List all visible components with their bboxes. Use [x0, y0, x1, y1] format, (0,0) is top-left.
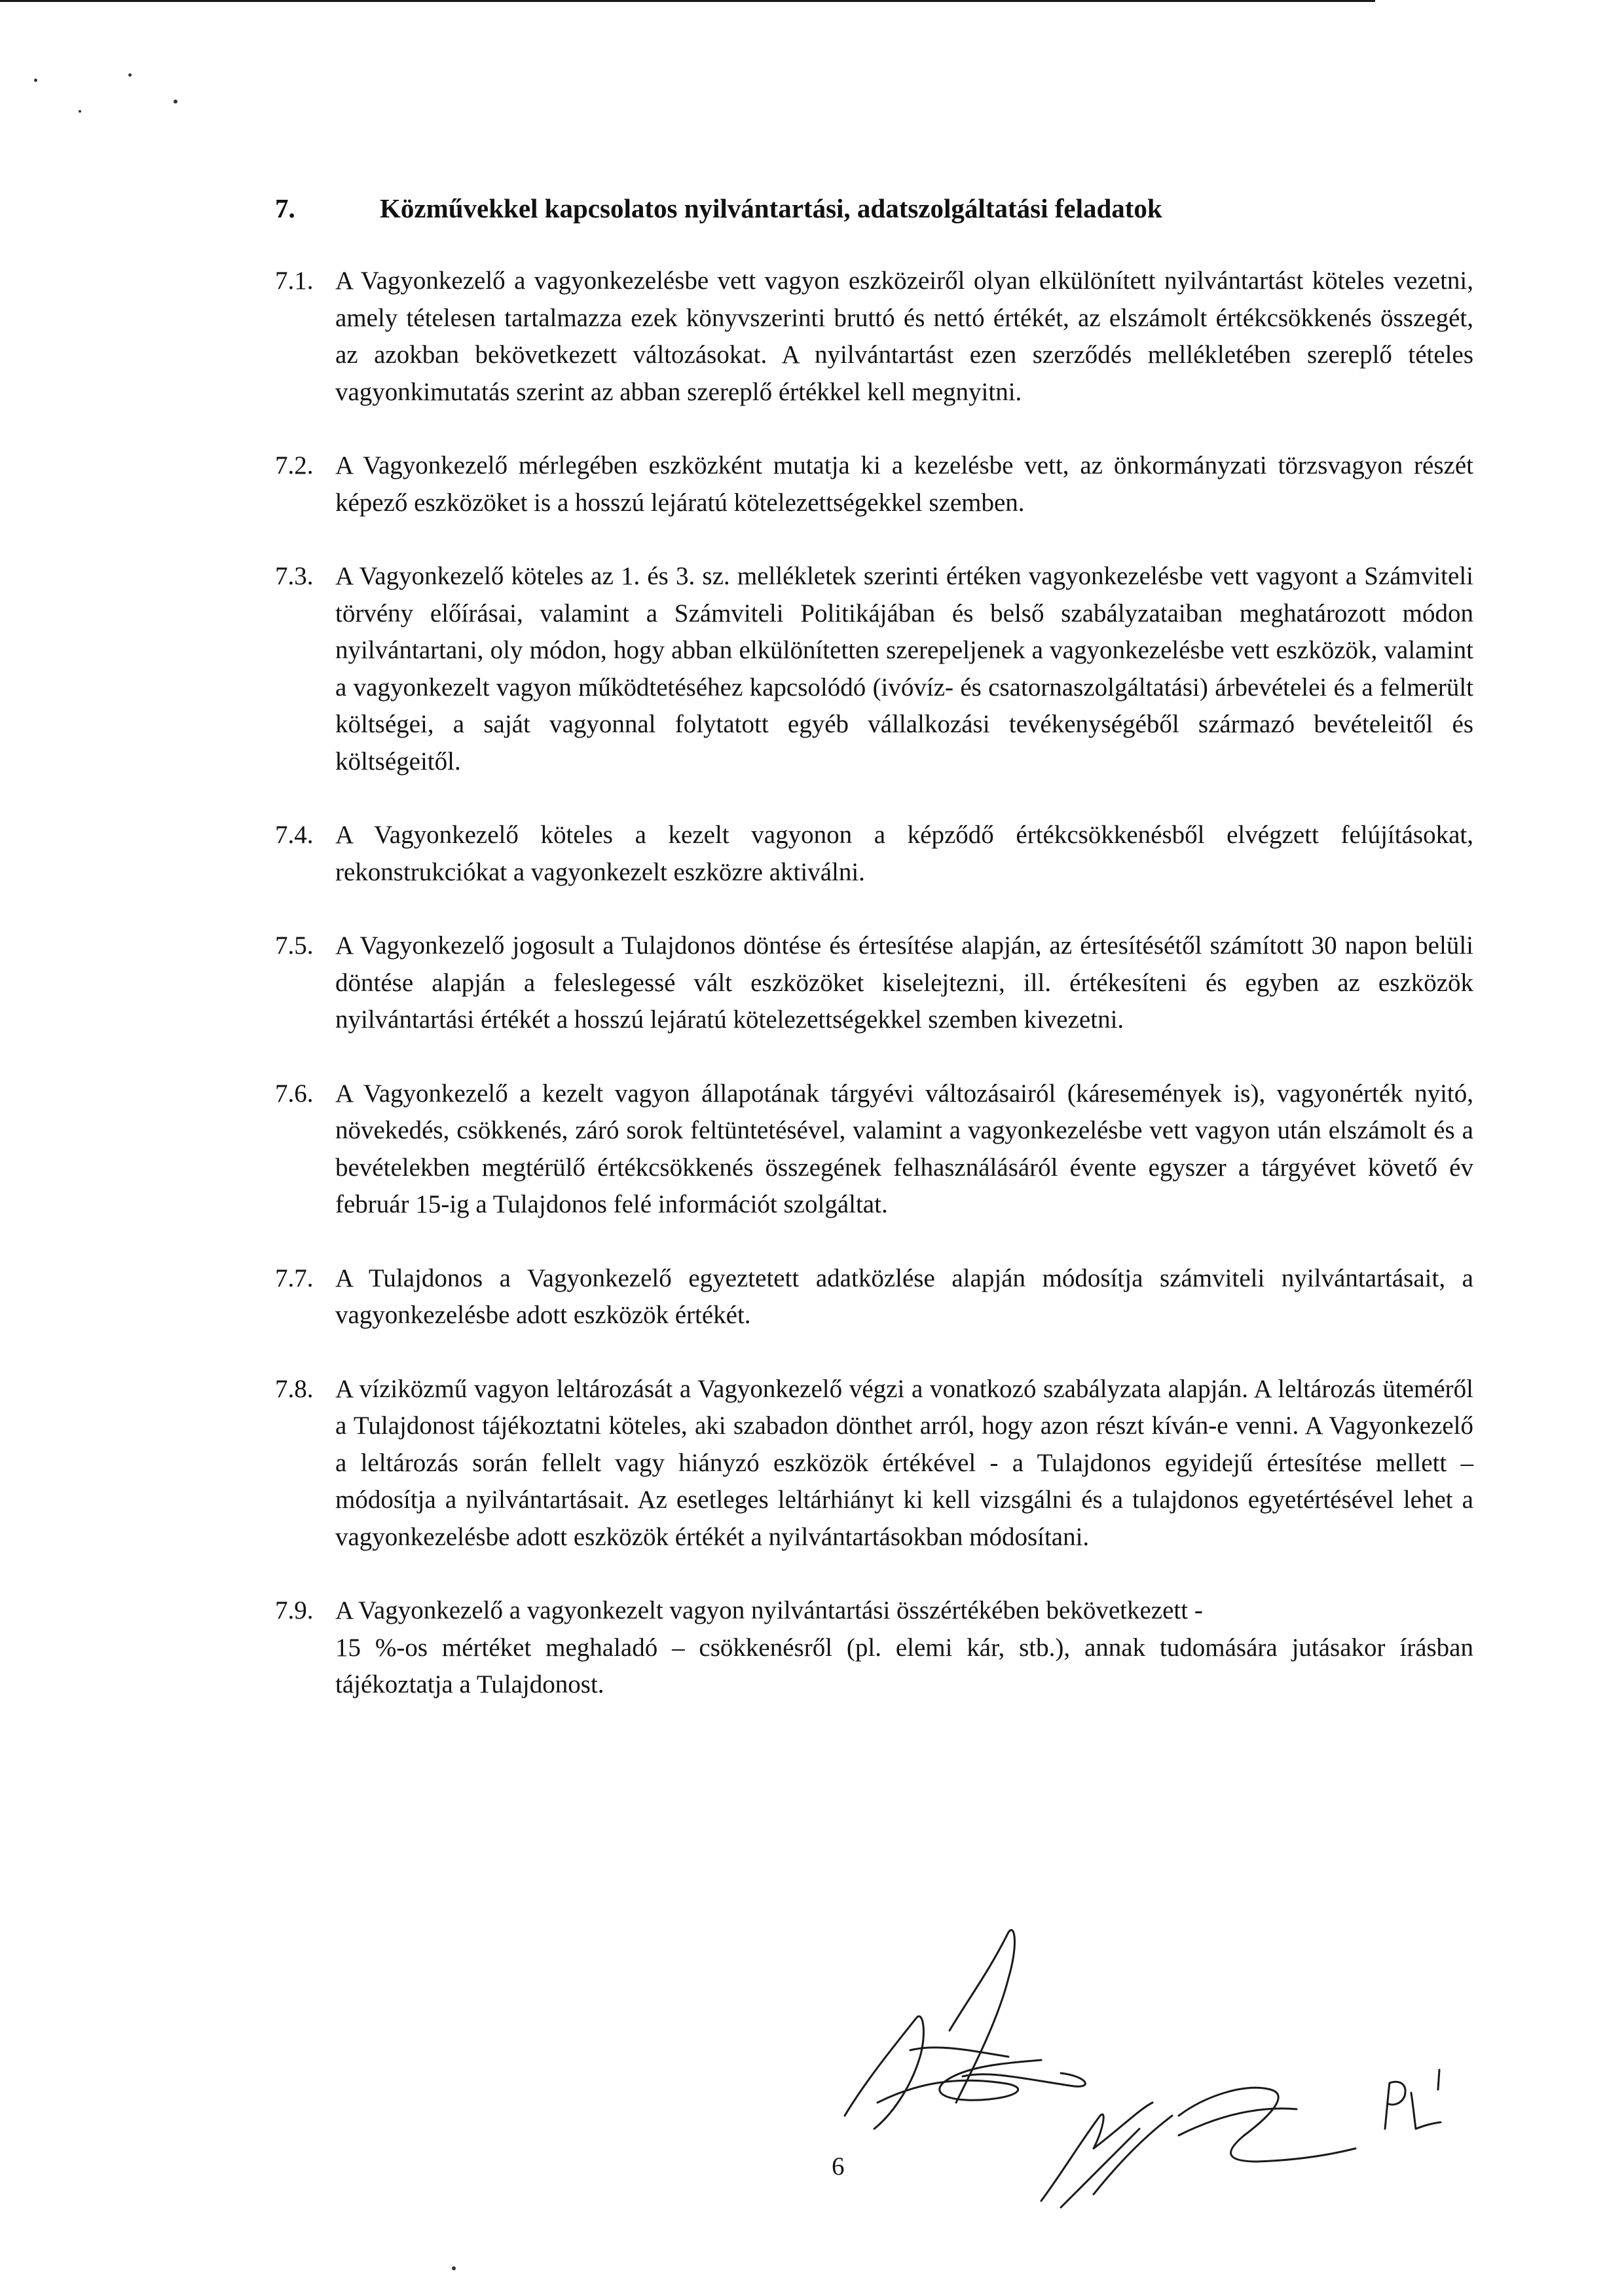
paragraph-text: A Vagyonkezelő a vagyonkezelésbe vett vagyon eszközeiről olyan elkülönített nyilvántartást köteles vezetni, amely tételesen tartalmazza ezek könyvszerinti bruttó és nettó értékét, az elszámolt értékcsökkenés összegét, az azokban bekövetkezett változásokat. A nyilvántartást ezen szerződés mellékletében szereplő tételes vagyonkimutatás szerint az abban szereplő értékkel kell megnyitni.: [335, 267, 1473, 406]
scan-speck: [34, 79, 37, 82]
scan-speck: [452, 2266, 456, 2270]
paragraph-text: A Vagyonkezelő jogosult a Tulajdonos döntése és értesítése alapján, az értesítésétől számított 30 napon belüli döntése alapján a feleslegessé vált eszközöket kiselejtezni, ill. értékesíteni és egyben az eszközök nyilvántartási értékét a hosszú lejáratú kötelezettségekkel szemben kivezetni.: [335, 931, 1473, 1034]
paragraph-text: A Vagyonkezelő a vagyonkezelt vagyon nyilvántartási összértékében bekövetkezett - 15 %-os mértéket meghaladó – csökkenésről (pl. elemi kár, stb.), annak tudomására jutásakor írásban tájékoztatja a Tulajdonost.: [335, 1596, 1473, 1698]
paragraph-7-8: [275, 1371, 1473, 1556]
paragraph-number: 7.9.: [275, 1596, 314, 1624]
paragraph-7-7: [275, 1260, 1473, 1334]
paragraph-number: 7.3.: [275, 562, 314, 590]
paragraph-7-1: [275, 263, 1473, 411]
paragraph-7-5: [275, 928, 1473, 1039]
scan-speck: [174, 100, 177, 103]
signature-stroke: [950, 1930, 1014, 2103]
paragraph-number: 7.2.: [275, 451, 314, 479]
paragraph-number: 7.8.: [275, 1374, 314, 1403]
paragraph-7-2: [275, 447, 1473, 521]
paragraph-7-3: [275, 558, 1473, 780]
signature-stroke: [1179, 2108, 1297, 2135]
signature-stroke: [845, 2016, 923, 2129]
paragraph-7-4: [275, 817, 1473, 891]
heading-title: Közművekkel kapcsolatos nyilvántartási, adatszolgáltatási feladatok: [380, 193, 1162, 223]
paragraph-7-6: [275, 1076, 1473, 1224]
paragraph-text: A Vagyonkezelő köteles az 1. és 3. sz. mellékletek szerinti értéken vagyonkezelésbe vett vagyont a Számviteli törvény előírásai, valamint a Számviteli Politikájában és belső szabályzataiban meghatározott módon nyilvántartani, oly módon, hogy abban elkülönítetten szerepeljenek a vagyonkezelésbe vett eszközök, valamint a vagyonkezelt vagyon működtetéséhez kapcsolódó (ivóvíz- és csatornaszolgáltatási) árbevételei és a felmerült költségei, a saját vagyonnal folytatott egyéb vállalkozási tevékenységéből származó bevételeitől és költségeitől.: [335, 562, 1473, 776]
signature-stroke: [1041, 2103, 1153, 2201]
paragraph-number: 7.1.: [275, 267, 314, 295]
paragraph-text: A Vagyonkezelő mérlegében eszközként mutatja ki a kezelésbe vett, az önkormányzati törzsvagyon részét képező eszközöket is a hosszú lejáratú kötelezettségekkel szemben.: [335, 451, 1473, 517]
section-heading: [275, 190, 1473, 227]
paragraph-number: 7.6.: [275, 1079, 314, 1108]
paragraph-7-9: [275, 1592, 1473, 1704]
heading-number: 7.: [275, 193, 295, 223]
paragraph-text: A víziközmű vagyon leltározását a Vagyonkezelő végzi a vonatkozó szabályzata alapján. A leltározás üteméről a Tulajdonost tájékoztatni köteles, aki szabadon dönthet arról, hogy azon részt kíván-e venni. A Vagyonkezelő a leltározás során fellelt vagy hiányzó eszközök értékével - a Tulajdonos egyidejű értesítése mellett – módosítja a nyilvántartásait. Az esetleges leltárhiányt ki kell vizsgálni és a tulajdonos egyetértésével lehet a vagyonkezelésbe adott eszközök értékét a nyilvántartásokban módosítani.: [335, 1374, 1473, 1551]
paragraph-number: 7.7.: [275, 1264, 314, 1292]
signature-stroke: [963, 2073, 1085, 2086]
paragraph-number: 7.4.: [275, 821, 314, 849]
signature-stroke: [1061, 2129, 1139, 2207]
signature-stroke: [910, 2048, 1008, 2057]
scan-edge: [0, 0, 1375, 2]
paragraph-text: A Vagyonkezelő köteles a kezelt vagyonon a képződő értékcsökkenésből elvégzett felújításokat, rekonstrukciókat a vagyonkezelt eszközre aktiválni.: [335, 821, 1473, 886]
handwritten-initials: [1375, 2063, 1447, 2142]
paragraph-text: A Tulajdonos a Vagyonkezelő egyeztetett adatközlése alapján módosítja számviteli nyilvántartásait, a vagyonkezelésbe adott eszközök értékét.: [335, 1264, 1473, 1329]
document-page: [275, 190, 1473, 1740]
page-number: 6: [832, 2152, 845, 2181]
handwritten-signatures: [812, 1919, 1401, 2220]
paragraph-number: 7.5.: [275, 931, 314, 960]
scan-speck: [128, 73, 132, 77]
scan-speck: [79, 110, 81, 113]
signature-stroke: [1094, 2116, 1172, 2194]
paragraph-text: A Vagyonkezelő a kezelt vagyon állapotának tárgyévi változásairól (káresemények is), vagyonérték nyitó, növekedés, csökkenés, záró sorok feltüntetésével, valamint a vagyonkezelésbe vett vagyon után elszámolt és a bevételekben megtérülő értékcsökkenés összegének felhasználásáról évente egyszer a tárgyévet követő év február 15-ig a Tulajdonos felé információt szolgáltat.: [335, 1079, 1473, 1218]
